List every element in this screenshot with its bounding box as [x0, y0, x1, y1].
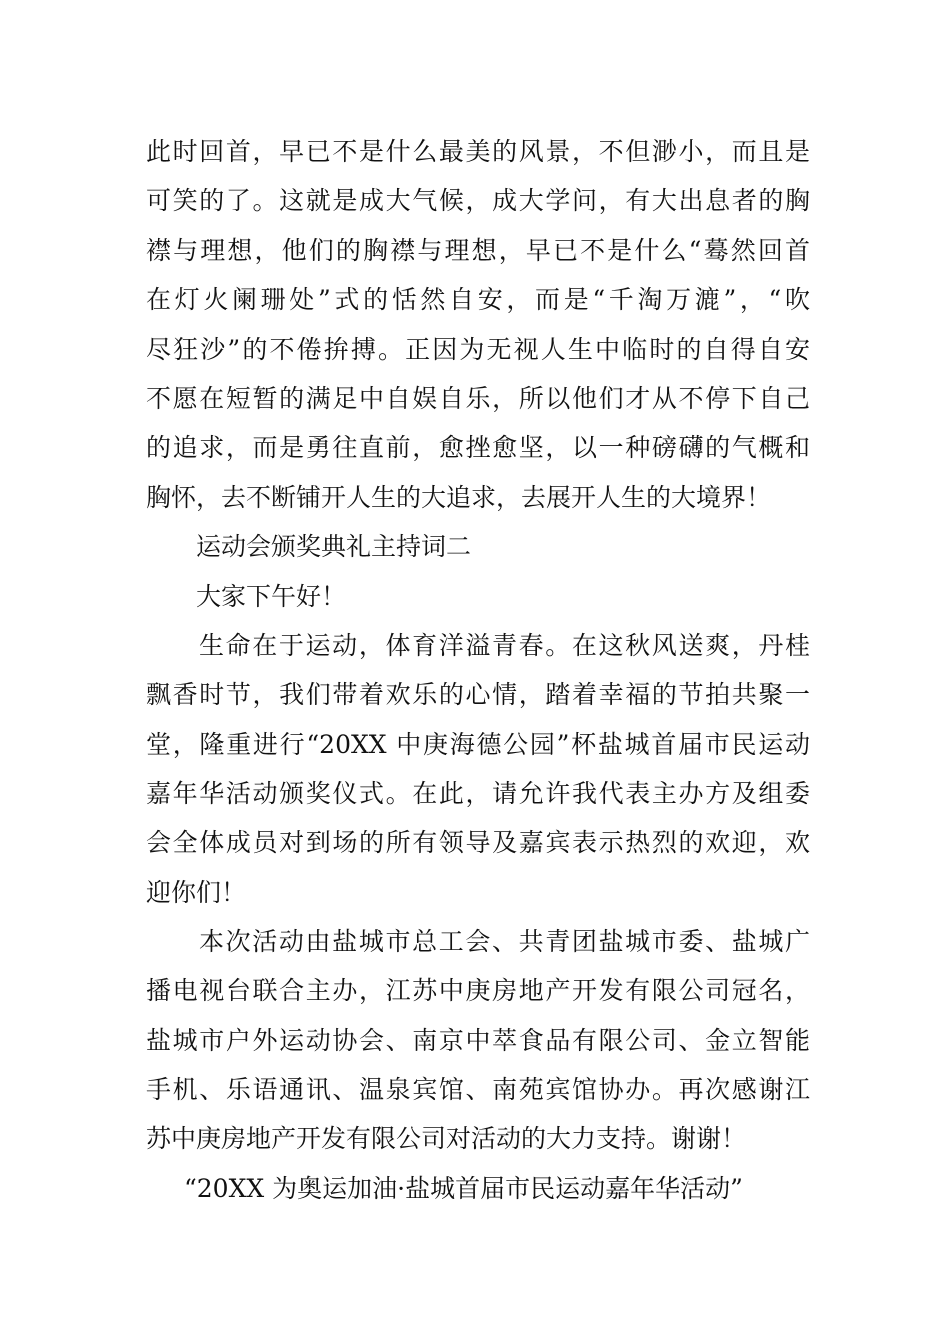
text-line: 的追求，而是勇往直前，愈挫愈坚，以一种磅礴的气概和	[146, 433, 810, 462]
text-line: 襟与理想，他们的胸襟与理想，早已不是什么“蓦然回首	[146, 236, 810, 265]
text-line: 在灯火阑珊处”式的恬然自安，而是“千淘万漉”，“吹	[146, 285, 810, 314]
text-line: 嘉年华活动颁奖仪式。在此，请允许我代表主办方及组委	[146, 779, 810, 808]
text-line: 尽狂沙”的不倦拚搏。正因为无视人生中临时的自得自安	[146, 335, 810, 364]
text-line: 迎你们！	[146, 878, 247, 907]
text-line: 手机、乐语通讯、温泉宾馆、南苑宾馆协办。再次感谢江	[146, 1075, 810, 1104]
text-line: “20XX 为奥运加油·盐城首届市民运动嘉年华活动”	[184, 1174, 743, 1203]
text-line: 飘香时节，我们带着欢乐的心情，踏着幸福的节拍共聚一	[146, 680, 810, 709]
text-line: 此时回首，早已不是什么最美的风景，不但渺小，而且是	[146, 137, 810, 166]
text-line: 盐城市户外运动协会、南京中萃食品有限公司、金立智能	[146, 1026, 810, 1055]
text-line: 可笑的了。这就是成大气候，成大学问，有大出息者的胸	[146, 186, 810, 215]
text-line: 播电视台联合主办，江苏中庚房地产开发有限公司冠名，	[146, 976, 810, 1005]
text-line: 堂，隆重进行“20XX 中庚海德公园”杯盐城首届市民运动	[146, 730, 810, 759]
text-line: 不愿在短暂的满足中自娱自乐，所以他们才从不停下自己	[146, 384, 810, 413]
text-line: 本次活动由盐城市总工会、共青团盐城市委、盐城广	[199, 927, 810, 956]
section-heading: 运动会颁奖典礼主持词二	[196, 532, 472, 561]
text-line: 会全体成员对到场的所有领导及嘉宾表示热烈的欢迎，欢	[146, 828, 810, 857]
text-line: 苏中庚房地产开发有限公司对活动的大力支持。谢谢！	[146, 1124, 747, 1153]
text-line: 胸怀，去不断铺开人生的大追求，去展开人生的大境界！	[146, 483, 772, 512]
greeting-line: 大家下午好！	[196, 582, 347, 611]
text-line: 生命在于运动，体育洋溢青春。在这秋风送爽，丹桂	[199, 631, 810, 660]
